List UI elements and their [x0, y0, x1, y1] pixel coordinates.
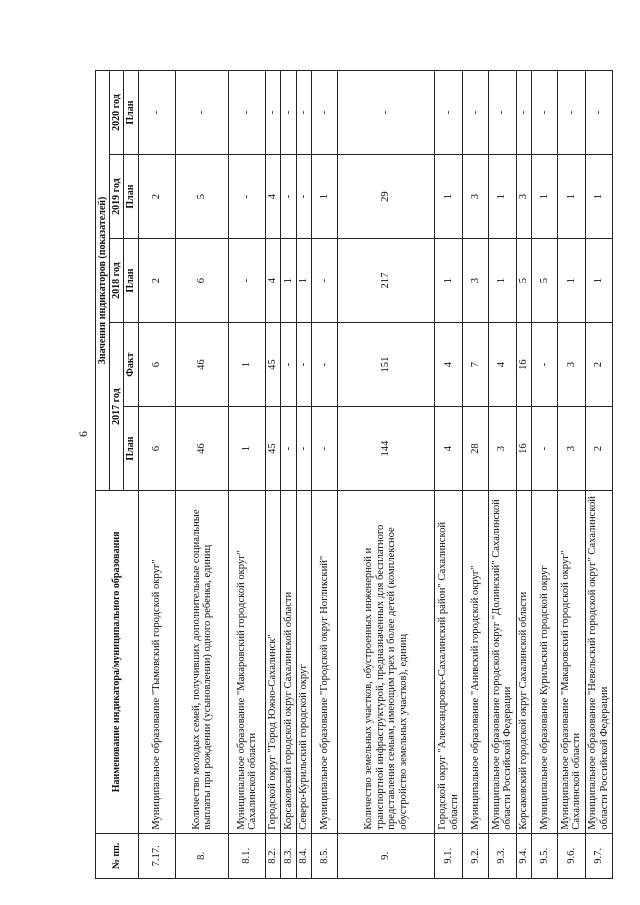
row-value-v2018-plan: 1: [558, 239, 585, 323]
table-row: [531, 71, 558, 879]
row-name: Корсаковский городской округ Сахалинской области: [516, 491, 531, 834]
row-name: Количество земельных участков, обустроенных инженерной и транспортной инфраструктурой, предназначенных для бесплатного представления семьям, имеющим трех и более детей (комплексное обустройство земельных участков), единиц: [338, 491, 435, 834]
row-value-v2020-plan: -: [281, 71, 296, 155]
row-name: Муниципальное образование "Анивский городской округ": [462, 491, 489, 834]
sub-plan-2017: План: [124, 407, 138, 491]
row-value-v2019-plan: 1: [558, 155, 585, 239]
row-value-v2017-plan: 3: [558, 407, 585, 491]
row-number: 9.7.: [585, 833, 612, 878]
row-number: 8.3.: [281, 833, 296, 878]
row-value-v2017-fact: 4: [489, 323, 516, 407]
row-value-v2017-plan: -: [296, 407, 311, 491]
row-number: 8.5.: [311, 833, 338, 878]
row-value-v2017-fact: 2: [585, 323, 612, 407]
row-value-v2017-plan: 46: [176, 407, 229, 491]
row-value-v2018-plan: 1: [435, 239, 462, 323]
year-2018-header: 2018 год: [110, 239, 124, 323]
row-value-v2017-fact: 4: [435, 323, 462, 407]
row-name: Муниципальное образование городской округ "Долинский" Сахалинской области Российской Федерации: [489, 491, 516, 834]
row-value-v2019-plan: 1: [435, 155, 462, 239]
row-value-v2017-plan: -: [281, 407, 296, 491]
row-value-v2020-plan: -: [176, 71, 229, 155]
row-number: 9.1.: [435, 833, 462, 878]
row-value-v2017-fact: 151: [338, 323, 435, 407]
row-value-v2018-plan: -: [311, 239, 338, 323]
row-name: Северо-Курильский городской округ: [296, 491, 311, 834]
year-2017-header: 2017 год: [110, 323, 124, 491]
row-value-v2019-plan: 5: [176, 155, 229, 239]
row-value-v2020-plan: -: [531, 71, 558, 155]
table-row: [281, 71, 296, 879]
row-value-v2020-plan: -: [138, 71, 176, 155]
row-name: Муниципальное образование "Макаровский городской округ" Сахалинской области: [558, 491, 585, 834]
row-value-v2017-fact: 16: [516, 323, 531, 407]
row-value-v2020-plan: -: [296, 71, 311, 155]
row-value-v2017-plan: 1: [229, 407, 266, 491]
row-value-v2018-plan: 4: [266, 239, 281, 323]
table-row: [296, 71, 311, 879]
sub-plan-2018: План: [124, 239, 138, 323]
row-value-v2017-plan: -: [311, 407, 338, 491]
row-number: 8.1.: [229, 833, 266, 878]
row-value-v2017-fact: 45: [266, 323, 281, 407]
row-value-v2019-plan: 1: [585, 155, 612, 239]
page-number: 6: [76, 431, 90, 437]
row-value-v2019-plan: -: [296, 155, 311, 239]
row-number: 9.5.: [531, 833, 558, 878]
header-row-1: [96, 71, 110, 879]
indicators-table: [95, 70, 613, 879]
row-value-v2020-plan: -: [229, 71, 266, 155]
row-value-v2017-fact: -: [311, 323, 338, 407]
row-value-v2019-plan: 29: [338, 155, 435, 239]
row-value-v2020-plan: -: [266, 71, 281, 155]
year-2020-header: 2020 год: [110, 71, 124, 155]
row-name: Корсаковский городской округ Сахалинской области: [281, 491, 296, 834]
row-value-v2018-plan: 1: [281, 239, 296, 323]
row-value-v2018-plan: 5: [516, 239, 531, 323]
row-name: Муниципальное образование "Городской округ Ногликский": [311, 491, 338, 834]
row-value-v2017-plan: 3: [489, 407, 516, 491]
col-name-header: Наименование индикатора/муниципального образования: [96, 491, 139, 834]
sub-plan-2019: План: [124, 155, 138, 239]
row-value-v2017-fact: 46: [176, 323, 229, 407]
row-value-v2017-fact: 6: [138, 323, 176, 407]
row-value-v2020-plan: -: [311, 71, 338, 155]
row-number: 7.17.: [138, 833, 176, 878]
row-value-v2020-plan: -: [338, 71, 435, 155]
row-value-v2018-plan: 2: [138, 239, 176, 323]
row-name: Муниципальное образование Курильский городской округ: [531, 491, 558, 834]
row-value-v2017-plan: 4: [435, 407, 462, 491]
row-value-v2017-plan: 16: [516, 407, 531, 491]
row-value-v2018-plan: 217: [338, 239, 435, 323]
row-value-v2017-fact: -: [296, 323, 311, 407]
row-value-v2017-plan: 2: [585, 407, 612, 491]
row-name: Муниципальное образование "Тымовский городской округ": [138, 491, 176, 834]
row-number: 9.4.: [516, 833, 531, 878]
table-row: [266, 71, 281, 879]
table-row: [585, 71, 612, 879]
row-value-v2017-fact: 3: [558, 323, 585, 407]
row-number: 9.3.: [489, 833, 516, 878]
row-value-v2019-plan: 3: [462, 155, 489, 239]
table-row: [516, 71, 531, 879]
row-value-v2017-plan: 28: [462, 407, 489, 491]
row-value-v2020-plan: -: [558, 71, 585, 155]
table-row: [435, 71, 462, 879]
row-value-v2018-plan: -: [229, 239, 266, 323]
row-value-v2018-plan: 1: [296, 239, 311, 323]
row-number: 9.6.: [558, 833, 585, 878]
row-value-v2020-plan: -: [516, 71, 531, 155]
rotated-table-container: [95, 70, 613, 879]
row-name: Муниципальное образование "Макаровский городской округ" Сахалинской области: [229, 491, 266, 834]
table-row: [176, 71, 229, 879]
row-value-v2019-plan: 3: [516, 155, 531, 239]
row-number: 8.2.: [266, 833, 281, 878]
table-row: [338, 71, 435, 879]
row-value-v2017-plan: 144: [338, 407, 435, 491]
row-value-v2019-plan: 4: [266, 155, 281, 239]
col-num-header: № пп.: [96, 833, 139, 878]
row-number: 9.2.: [462, 833, 489, 878]
row-value-v2017-fact: -: [281, 323, 296, 407]
row-value-v2018-plan: 6: [176, 239, 229, 323]
table-row: [311, 71, 338, 879]
table-row: [138, 71, 176, 879]
row-value-v2020-plan: -: [585, 71, 612, 155]
row-value-v2019-plan: 1: [531, 155, 558, 239]
sub-plan-2020: План: [124, 71, 138, 155]
row-name: Городской округ "Александровск-Сахалинский район" Сахалинской области: [435, 491, 462, 834]
row-number: 8.: [176, 833, 229, 878]
table-row: [489, 71, 516, 879]
row-value-v2018-plan: 5: [531, 239, 558, 323]
row-value-v2019-plan: -: [281, 155, 296, 239]
row-value-v2018-plan: 1: [489, 239, 516, 323]
row-value-v2018-plan: 3: [462, 239, 489, 323]
row-value-v2020-plan: -: [435, 71, 462, 155]
row-value-v2019-plan: -: [229, 155, 266, 239]
table-body: [138, 71, 612, 879]
row-value-v2019-plan: 2: [138, 155, 176, 239]
row-value-v2019-plan: 1: [489, 155, 516, 239]
row-value-v2020-plan: -: [489, 71, 516, 155]
row-value-v2017-fact: -: [531, 323, 558, 407]
row-number: 9.: [338, 833, 435, 878]
row-value-v2017-fact: 7: [462, 323, 489, 407]
table-row: [558, 71, 585, 879]
table-row: [229, 71, 266, 879]
row-number: 8.4.: [296, 833, 311, 878]
table-row: [462, 71, 489, 879]
row-value-v2019-plan: 1: [311, 155, 338, 239]
row-value-v2020-plan: -: [462, 71, 489, 155]
col-values-header: Значения индикаторов (показателей): [96, 71, 110, 491]
row-value-v2017-fact: 1: [229, 323, 266, 407]
row-value-v2018-plan: 1: [585, 239, 612, 323]
year-2019-header: 2019 год: [110, 155, 124, 239]
row-value-v2017-plan: 6: [138, 407, 176, 491]
row-value-v2017-plan: 45: [266, 407, 281, 491]
row-value-v2017-plan: -: [531, 407, 558, 491]
row-name: Количество молодых семей, получивших дополнительные социальные выплаты при рождении (усыновлении) одного ребенка, единиц: [176, 491, 229, 834]
row-name: Городской округ "Город Южно-Сахалинск": [266, 491, 281, 834]
row-name: Муниципальное образование "Невельский городской округ" Сахалинской области Российской Федерации: [585, 491, 612, 834]
sub-fact-2017: Факт: [124, 323, 138, 407]
